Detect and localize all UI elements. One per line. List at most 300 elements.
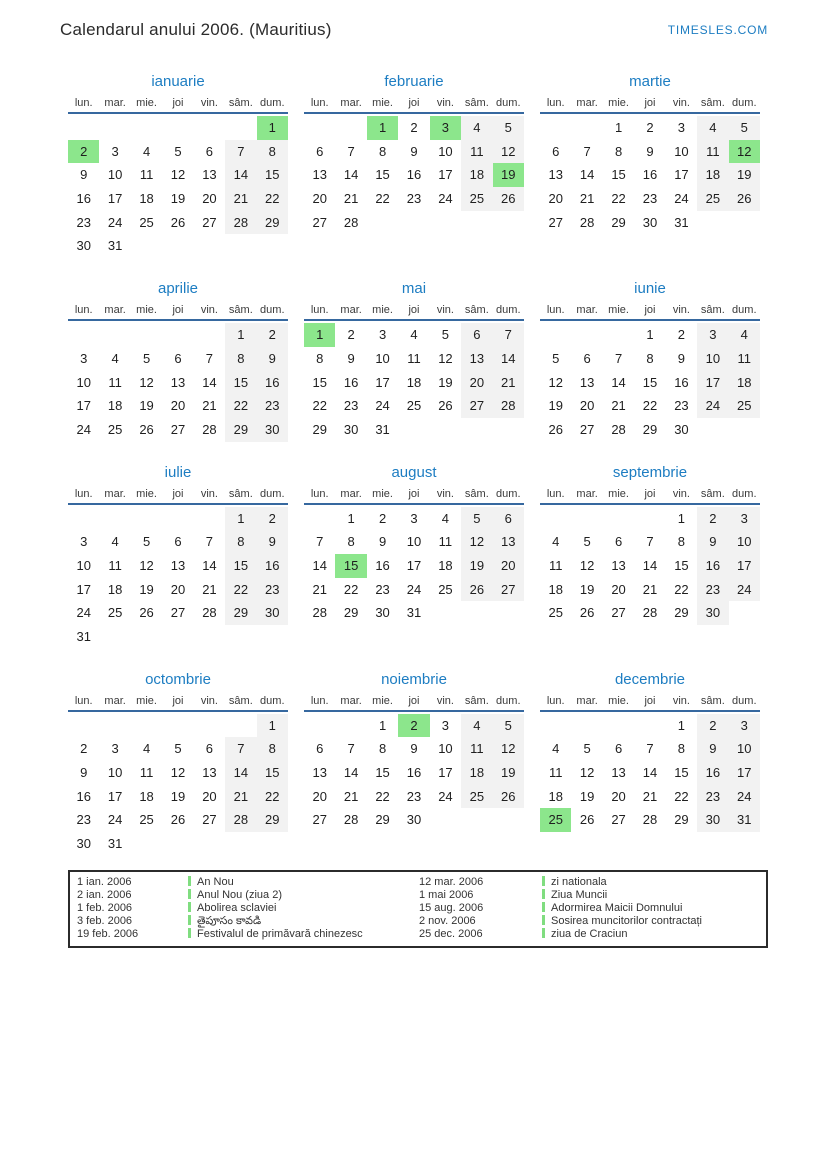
day-cell: 16 — [343, 374, 359, 390]
day-cell: 11 — [697, 140, 728, 164]
empty-cell — [194, 714, 225, 738]
day-cell: 28 — [611, 421, 626, 437]
day-cell: 11 — [548, 557, 563, 573]
month-title: mai — [401, 280, 427, 298]
day-cell: 24 — [107, 812, 123, 828]
weekday-label: lun. — [546, 304, 565, 317]
empty-cell — [131, 714, 162, 738]
day-cell: 17 — [76, 581, 91, 597]
day-cell: 26 — [461, 578, 492, 602]
day-cell: 10 — [438, 143, 453, 159]
weekday-label: mar. — [340, 97, 362, 109]
empty-cell — [571, 714, 602, 738]
weekday-label: mie. — [608, 694, 629, 707]
day-cell: 9 — [410, 741, 418, 757]
empty-cell — [131, 323, 162, 347]
weekday-label: dum. — [496, 304, 521, 317]
day-cell: 26 — [493, 785, 524, 809]
weekday-label: joi — [408, 304, 420, 317]
day-cell: 27 — [548, 214, 563, 230]
weekday-label: dum. — [732, 97, 757, 109]
weekday-row — [68, 488, 288, 505]
month-ianuarie — [68, 73, 288, 258]
calendar-grid — [68, 73, 760, 856]
day-cell: 10 — [697, 347, 728, 371]
day-cell: 3 — [441, 717, 450, 733]
day-cell: 4 — [410, 327, 418, 343]
day-cell: 30 — [76, 238, 91, 254]
weekday-label: lun. — [546, 487, 565, 500]
weekday-row — [304, 488, 524, 505]
day-cell: 25 — [107, 605, 123, 621]
day-cell: 8 — [378, 143, 387, 159]
month-title: noiembrie — [381, 670, 447, 688]
day-cell: 28 — [642, 605, 658, 621]
day-grid — [540, 323, 760, 441]
day-cell: 11 — [729, 347, 760, 371]
weekday-label: vin. — [672, 304, 690, 317]
day-cell: 6 — [205, 143, 214, 159]
empty-cell — [131, 116, 162, 140]
weekday-row — [540, 304, 760, 321]
day-cell: 24 — [76, 421, 91, 437]
day-cell: 20 — [312, 788, 327, 804]
month-noiembrie — [304, 671, 524, 856]
day-cell: 13 — [461, 347, 492, 371]
legend-date: 15 aug. 2006 — [419, 901, 484, 914]
weekday-label: lun. — [74, 304, 93, 317]
day-cell: 20 — [312, 191, 327, 207]
day-cell: 26 — [438, 398, 453, 414]
weekday-label: vin. — [672, 487, 690, 500]
weekday-label: mie. — [372, 97, 393, 109]
day-cell: 3 — [111, 143, 119, 159]
day-cell: 2 — [68, 140, 99, 164]
day-cell: 11 — [438, 534, 453, 550]
weekday-label: lun. — [546, 694, 565, 707]
day-cell: 31 — [406, 605, 422, 621]
day-cell: 16 — [642, 167, 658, 183]
month-title: iunie — [634, 280, 666, 298]
month-iulie — [68, 464, 288, 649]
day-cell: 29 — [312, 421, 327, 437]
weekday-row — [68, 97, 288, 114]
weekday-label: vin. — [436, 694, 454, 707]
day-cell: 6 — [614, 534, 623, 550]
day-cell: 28 — [202, 605, 217, 621]
day-cell: 23 — [697, 785, 728, 809]
day-cell: 18 — [548, 581, 563, 597]
day-cell: 16 — [76, 788, 91, 804]
day-cell: 26 — [579, 812, 595, 828]
weekday-label: dum. — [260, 97, 285, 109]
day-cell: 25 — [438, 581, 453, 597]
day-cell: 8 — [257, 737, 288, 761]
weekday-label: vin. — [436, 487, 454, 500]
day-grid — [68, 507, 288, 649]
day-cell: 7 — [646, 534, 654, 550]
day-cell: 19 — [579, 788, 595, 804]
weekday-label: mar. — [340, 304, 362, 317]
day-grid — [304, 507, 524, 625]
day-cell: 28 — [343, 214, 359, 230]
day-cell: 30 — [674, 421, 689, 437]
day-cell: 27 — [312, 812, 327, 828]
day-cell: 29 — [257, 808, 288, 832]
empty-cell — [603, 507, 634, 531]
empty-cell — [99, 507, 130, 531]
legend-date: 19 feb. 2006 — [77, 927, 139, 940]
weekday-label: joi — [172, 304, 184, 317]
day-cell: 29 — [674, 812, 689, 828]
day-cell: 25 — [139, 214, 154, 230]
legend-holiday-name: ziua de Craciun — [542, 928, 766, 941]
day-cell: 15 — [375, 167, 390, 183]
weekday-label: lun. — [74, 97, 93, 109]
month-aprilie — [68, 280, 288, 441]
month-title: iulie — [164, 463, 192, 481]
day-cell: 29 — [375, 812, 390, 828]
day-cell: 23 — [257, 578, 288, 602]
weekday-label: mar. — [104, 487, 126, 500]
empty-cell — [603, 323, 634, 347]
day-cell: 23 — [697, 578, 728, 602]
day-cell: 25 — [461, 187, 492, 211]
day-cell: 28 — [202, 421, 217, 437]
day-cell: 7 — [583, 143, 591, 159]
day-cell: 13 — [493, 530, 524, 554]
day-cell: 7 — [205, 534, 214, 550]
weekday-label: dum. — [496, 487, 521, 500]
day-cell: 10 — [76, 374, 91, 390]
day-cell: 8 — [225, 530, 256, 554]
day-cell: 25 — [461, 785, 492, 809]
day-cell: 7 — [347, 741, 355, 757]
day-cell: 12 — [170, 765, 186, 781]
day-cell: 13 — [170, 374, 186, 390]
day-cell: 12 — [461, 530, 492, 554]
weekday-row — [540, 97, 760, 114]
day-cell: 21 — [343, 191, 359, 207]
day-cell: 12 — [579, 765, 595, 781]
day-cell: 20 — [170, 398, 186, 414]
day-cell: 18 — [729, 371, 760, 395]
legend-bar-icon — [188, 928, 191, 938]
day-cell: 11 — [407, 350, 421, 366]
weekday-label: mie. — [372, 694, 393, 707]
day-cell: 29 — [611, 214, 626, 230]
day-cell: 5 — [142, 350, 151, 366]
day-cell: 30 — [375, 605, 390, 621]
day-cell: 5 — [174, 741, 182, 757]
empty-cell — [68, 116, 99, 140]
empty-cell — [162, 116, 193, 140]
day-cell: 2 — [697, 507, 728, 531]
day-cell: 17 — [107, 788, 123, 804]
day-cell: 21 — [611, 398, 626, 414]
day-cell: 18 — [107, 398, 123, 414]
day-cell: 23 — [406, 788, 422, 804]
day-cell: 28 — [493, 394, 524, 418]
day-cell: 20 — [170, 581, 186, 597]
weekday-label: joi — [172, 487, 184, 500]
day-cell: 31 — [375, 421, 390, 437]
day-cell: 22 — [343, 581, 359, 597]
day-cell: 17 — [674, 167, 689, 183]
legend-bar-icon — [188, 876, 191, 886]
legend-holiday-name: Sosirea muncitorilor contractați — [542, 915, 766, 928]
day-cell: 7 — [205, 350, 214, 366]
day-cell: 17 — [438, 765, 453, 781]
day-cell: 15 — [225, 371, 256, 395]
day-cell: 7 — [614, 350, 623, 366]
day-cell: 2 — [347, 327, 355, 343]
empty-cell — [194, 323, 225, 347]
day-cell: 3 — [430, 116, 461, 140]
day-grid — [68, 116, 288, 258]
day-cell: 1 — [257, 116, 288, 140]
day-cell: 28 — [312, 605, 327, 621]
day-cell: 12 — [139, 374, 154, 390]
weekday-label: vin. — [200, 97, 218, 109]
legend-bar-icon — [542, 902, 545, 912]
day-cell: 2 — [257, 323, 288, 347]
day-cell: 11 — [548, 765, 563, 781]
legend-holiday-name: Festivalul de primăvară chinezesc — [188, 928, 412, 941]
month-title: august — [391, 463, 437, 481]
empty-cell — [194, 507, 225, 531]
day-cell: 13 — [202, 167, 217, 183]
day-cell: 3 — [80, 350, 88, 366]
day-cell: 18 — [548, 788, 563, 804]
day-cell: 22 — [375, 788, 390, 804]
legend-date: 1 mai 2006 — [419, 888, 474, 901]
day-cell: 20 — [202, 191, 217, 207]
weekday-label: joi — [408, 487, 420, 500]
page-title: Calendarul anului 2006. (Mauritius) — [60, 20, 332, 39]
day-cell: 21 — [579, 191, 595, 207]
day-cell: 22 — [312, 398, 327, 414]
day-cell: 27 — [170, 421, 186, 437]
day-cell: 11 — [461, 737, 492, 761]
day-cell: 27 — [202, 214, 217, 230]
legend-holiday-name: Ziua Muncii — [542, 889, 766, 902]
day-cell: 16 — [257, 554, 288, 578]
day-cell: 15 — [674, 765, 689, 781]
day-cell: 30 — [642, 214, 658, 230]
day-cell: 14 — [202, 557, 217, 573]
day-grid — [540, 714, 760, 832]
day-grid — [304, 714, 524, 832]
day-cell: 21 — [225, 785, 256, 809]
weekday-label: vin. — [436, 97, 454, 109]
day-cell: 6 — [583, 350, 591, 366]
day-cell: 11 — [461, 140, 492, 164]
empty-cell — [540, 714, 571, 738]
site-link[interactable]: TIMESLES.COM — [667, 23, 768, 37]
day-cell: 4 — [142, 741, 151, 757]
day-cell: 23 — [674, 398, 689, 414]
day-cell: 11 — [139, 167, 154, 183]
day-cell: 27 — [493, 578, 524, 602]
day-cell: 1 — [677, 510, 686, 526]
day-cell: 17 — [375, 374, 390, 390]
weekday-label: sâm. — [464, 487, 489, 500]
empty-cell — [634, 507, 665, 531]
day-cell: 11 — [108, 557, 122, 573]
day-cell: 4 — [552, 741, 560, 757]
weekday-label: mar. — [576, 304, 598, 317]
day-cell: 6 — [461, 323, 492, 347]
weekday-row — [304, 97, 524, 114]
empty-cell — [571, 323, 602, 347]
weekday-row — [304, 304, 524, 321]
day-cell: 18 — [139, 788, 154, 804]
legend-holiday-name: Anul Nou (ziua 2) — [188, 889, 412, 902]
empty-cell — [335, 116, 366, 140]
day-cell: 4 — [461, 714, 492, 738]
day-cell: 14 — [202, 374, 217, 390]
month-august — [304, 464, 524, 649]
day-cell: 4 — [441, 510, 450, 526]
day-cell: 2 — [257, 507, 288, 531]
legend-bar-icon — [542, 889, 545, 899]
holiday-legend-grid — [70, 876, 766, 941]
day-cell: 19 — [139, 398, 154, 414]
legend-date: 3 feb. 2006 — [77, 914, 133, 927]
day-cell: 8 — [614, 143, 623, 159]
holiday-legend — [68, 870, 768, 948]
weekday-label: joi — [172, 97, 184, 109]
day-cell: 7 — [225, 737, 256, 761]
day-cell: 5 — [142, 534, 151, 550]
weekday-label: joi — [644, 694, 656, 707]
empty-cell — [68, 714, 99, 738]
day-cell: 8 — [257, 140, 288, 164]
empty-cell — [603, 714, 634, 738]
day-cell: 9 — [646, 143, 654, 159]
day-cell: 15 — [257, 761, 288, 785]
day-cell: 28 — [343, 812, 359, 828]
day-cell: 5 — [493, 714, 524, 738]
day-cell: 26 — [548, 421, 563, 437]
weekday-label: joi — [172, 694, 184, 707]
day-cell: 25 — [139, 812, 154, 828]
month-title: februarie — [384, 73, 444, 90]
day-cell: 26 — [493, 187, 524, 211]
day-cell: 8 — [225, 347, 256, 371]
weekday-label: vin. — [672, 97, 690, 109]
weekday-label: joi — [644, 487, 656, 500]
day-cell: 28 — [225, 808, 256, 832]
day-cell: 9 — [80, 765, 88, 781]
empty-cell — [131, 507, 162, 531]
day-cell: 18 — [406, 374, 422, 390]
day-cell: 5 — [493, 116, 524, 140]
day-cell: 20 — [579, 398, 595, 414]
day-cell: 4 — [111, 350, 119, 366]
empty-cell — [540, 507, 571, 531]
day-grid — [304, 323, 524, 441]
day-cell: 16 — [406, 765, 422, 781]
day-cell: 13 — [579, 374, 595, 390]
weekday-label: mar. — [576, 487, 598, 500]
legend-holiday-name: zi nationala — [542, 876, 766, 889]
day-cell: 12 — [493, 737, 524, 761]
day-cell: 28 — [225, 211, 256, 235]
day-cell: 4 — [142, 143, 151, 159]
day-cell: 27 — [312, 214, 327, 230]
day-cell: 14 — [343, 167, 359, 183]
day-cell: 9 — [677, 350, 686, 366]
day-cell: 27 — [611, 812, 626, 828]
month-title: octombrie — [145, 670, 211, 688]
day-cell: 24 — [76, 605, 91, 621]
day-cell: 8 — [677, 741, 686, 757]
day-cell: 22 — [257, 785, 288, 809]
day-cell: 3 — [378, 327, 387, 343]
day-cell: 31 — [76, 629, 91, 644]
empty-cell — [634, 714, 665, 738]
day-cell: 27 — [170, 605, 186, 621]
day-cell: 25 — [406, 398, 422, 414]
day-cell: 9 — [257, 530, 288, 554]
day-cell: 22 — [642, 398, 658, 414]
day-cell: 21 — [642, 788, 658, 804]
day-cell: 2 — [378, 510, 387, 526]
weekday-label: joi — [408, 694, 420, 707]
day-cell: 20 — [611, 788, 626, 804]
day-cell: 1 — [257, 714, 288, 738]
weekday-label: mar. — [104, 694, 126, 707]
legend-date: 2 ian. 2006 — [77, 888, 132, 901]
weekday-label: sâm. — [464, 304, 489, 317]
weekday-label: sâm. — [228, 304, 253, 317]
day-cell: 27 — [611, 605, 626, 621]
day-cell: 7 — [347, 143, 355, 159]
day-cell: 9 — [410, 143, 418, 159]
day-cell: 15 — [257, 163, 288, 187]
weekday-label: joi — [644, 304, 656, 317]
day-cell: 23 — [642, 191, 658, 207]
day-cell: 28 — [642, 812, 658, 828]
empty-cell — [304, 116, 335, 140]
day-cell: 10 — [76, 557, 91, 573]
day-grid — [304, 116, 524, 234]
legend-bar-icon — [542, 915, 545, 925]
weekday-label: dum. — [260, 694, 285, 707]
day-cell: 30 — [257, 601, 288, 625]
day-cell: 10 — [406, 534, 422, 550]
day-cell: 7 — [316, 534, 324, 550]
day-cell: 27 — [579, 421, 595, 437]
weekday-label: sâm. — [700, 694, 725, 707]
day-cell: 3 — [697, 323, 728, 347]
day-cell: 4 — [729, 323, 760, 347]
month-title: septembrie — [612, 463, 688, 481]
legend-bar-icon — [188, 889, 191, 899]
day-cell: 12 — [729, 140, 760, 164]
weekday-label: dum. — [732, 304, 757, 317]
empty-cell — [225, 116, 256, 140]
legend-bar-icon — [542, 928, 545, 938]
day-cell: 25 — [540, 808, 571, 832]
weekday-label: sâm. — [228, 694, 253, 707]
day-cell: 9 — [697, 530, 728, 554]
day-cell: 18 — [139, 191, 154, 207]
day-cell: 18 — [461, 163, 492, 187]
day-cell: 24 — [729, 785, 760, 809]
